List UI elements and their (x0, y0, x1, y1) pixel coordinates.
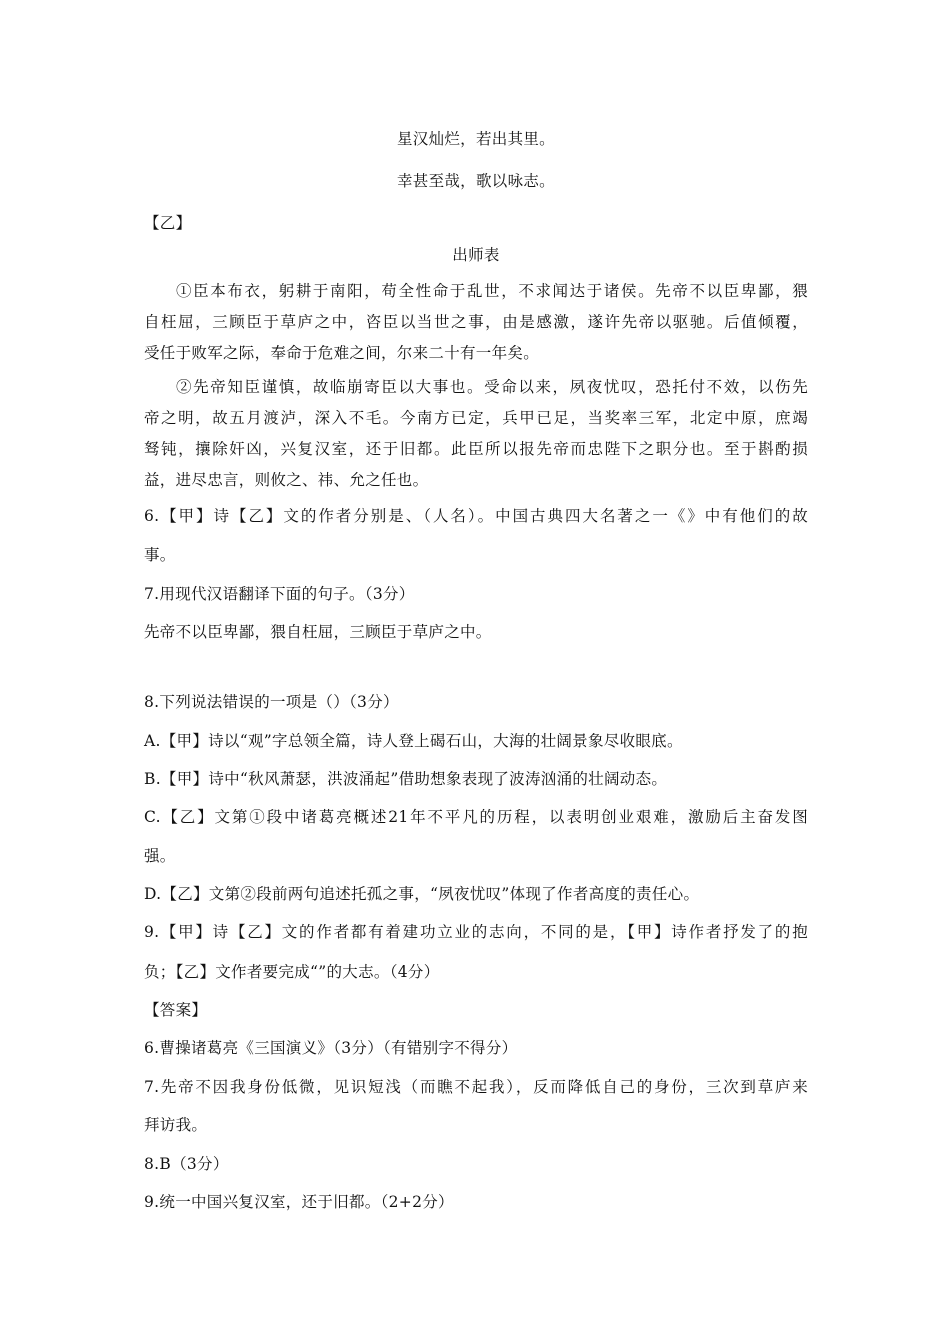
para1-line-2: 自枉屈，三顾臣于草庐之中，咨臣以当世之事，由是感激，遂许先帝以驱驰。后值倾覆， (144, 313, 808, 331)
question-8: 8.下列说法错误的一项是（）（3分） (144, 693, 399, 711)
section-yi-title: 出师表 (452, 246, 500, 264)
question-9-line-1: 9.【甲】诗【乙】文的作者都有着建功立业的志向，不同的是，【甲】诗作者抒发了的抱 (144, 923, 808, 941)
para2-line-3: 驽钝，攘除奸凶，兴复汉室，还于旧都。此臣所以报先帝而忠陛下之职分也。至于斟酌损 (144, 440, 808, 458)
question-7: 7.用现代汉语翻译下面的句子。（3分） (144, 585, 415, 603)
poem-line-2: 幸甚至哉，歌以咏志。 (396, 172, 555, 190)
answer-8: 8.B（3分） (144, 1155, 229, 1173)
para1-line-3: 受任于败军之际，奉命于危难之间，尔来二十有一年矣。 (144, 344, 540, 362)
answer-7-line-2: 拜访我。 (144, 1116, 208, 1134)
answers-label: 【答案】 (144, 1001, 208, 1019)
section-yi-label: 【乙】 (144, 214, 192, 232)
para2-line-1: ②先帝知臣谨慎，故临崩寄臣以大事也。受命以来，夙夜忧叹，恐托付不效，以伤先 (176, 378, 808, 396)
question-6-line-2: 事。 (144, 546, 176, 564)
para2-line-2: 帝之明，故五月渡泸，深入不毛。今南方已定，兵甲已足，当奖率三军，北定中原，庶竭 (144, 409, 808, 427)
poem-line-1: 星汉灿烂，若出其里。 (396, 130, 555, 148)
para1-line-1: ①臣本布衣，躬耕于南阳，苟全性命于乱世，不求闻达于诸侯。先帝不以臣卑鄙，猥 (176, 282, 808, 300)
question-8-option-c-line-2: 强。 (144, 847, 176, 865)
answer-6: 6.曹操诸葛亮《三国演义》（3分）（有错别字不得分） (144, 1039, 518, 1057)
answer-9: 9.统一中国兴复汉室，还于旧都。（2+2分） (144, 1193, 454, 1211)
question-9-line-2: 负；【乙】文作者要完成“”的大志。（4分） (144, 963, 440, 981)
answer-7-line-1: 7.先帝不因我身份低微，见识短浅（而瞧不起我），反而降低自己的身份，三次到草庐来 (144, 1078, 808, 1096)
question-8-option-c-line-1: C.【乙】文第①段中诸葛亮概述21年不平凡的历程，以表明创业艰难，激励后主奋发图 (144, 808, 808, 826)
question-8-option-d: D.【乙】文第②段前两句追述托孤之事，“夙夜忧叹”体现了作者高度的责任心。 (144, 885, 700, 903)
para2-line-4: 益，进尽忠言，则攸之、祎、允之任也。 (144, 471, 429, 489)
question-8-option-a: A.【甲】诗以“观”字总领全篇，诗人登上碣石山，大海的壮阔景象尽收眼底。 (144, 732, 683, 750)
question-8-option-b: B.【甲】诗中“秋风萧瑟，洪波涌起”借助想象表现了波涛汹涌的壮阔动态。 (144, 770, 668, 788)
question-6-line-1: 6.【甲】诗【乙】文的作者分别是、（人名）。中国古典四大名著之一《》中有他们的故 (144, 507, 808, 525)
question-7-sentence: 先帝不以臣卑鄙，猥自枉屈，三顾臣于草庐之中。 (144, 623, 492, 641)
